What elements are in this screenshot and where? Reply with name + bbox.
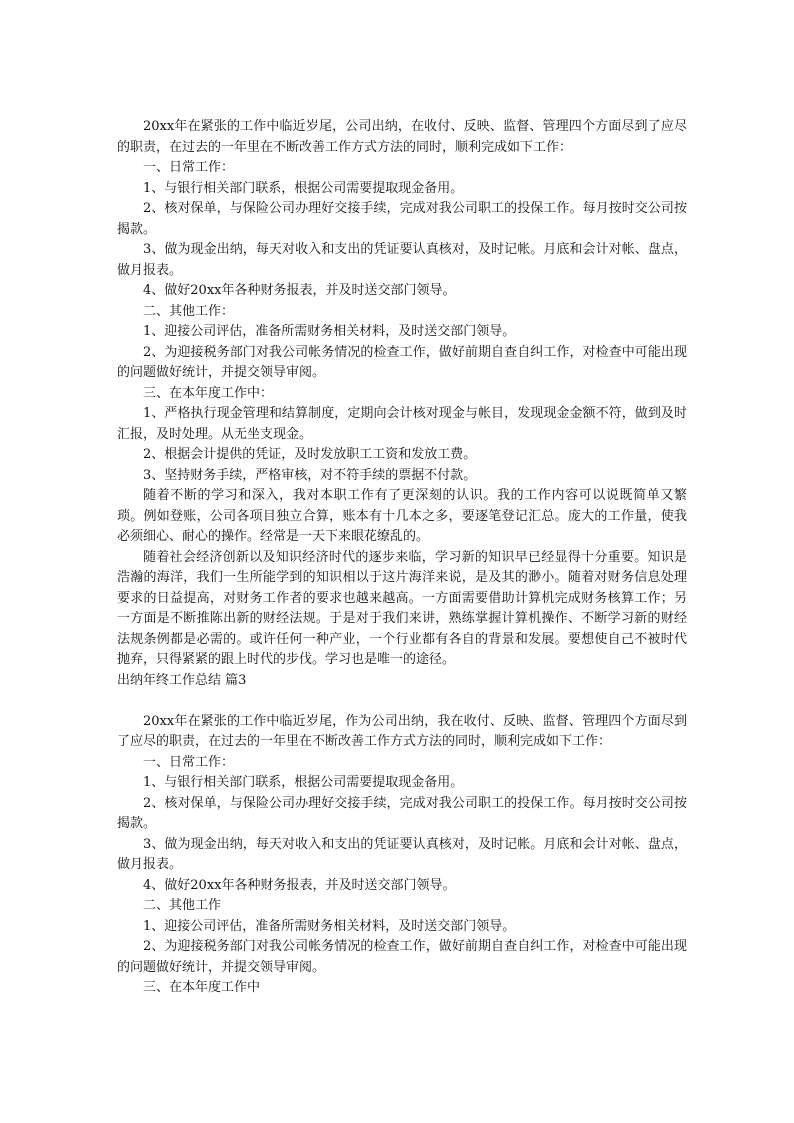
- list-item: 1、严格执行现金管理和结算制度，定期向会计核对现金与帐目，发现现金金额不符，做到及时汇报，及时处理。从无坐支现金。: [117, 406, 687, 442]
- list-item: 2、为迎接税务部门对我公司帐务情况的检查工作，做好前期自查自纠工作，对检查中可能出现的问题做好统计，并提交领导审阅。: [117, 344, 687, 380]
- heading-this-year: 三、在本年度工作中：: [143, 385, 274, 401]
- section-2: [117, 712, 687, 999]
- intro-paragraph: 20xx年在紧张的工作中临近岁尾，作为公司出纳，我在收付、反映、监督、管理四个方面尽到了应尽的职责，在过去的一年里在不断改善工作方式方法的同时，顺利完成如下工作：: [117, 713, 687, 749]
- list-item: 4、做好20xx年各种财务报表，并及时送交部门领导。: [143, 877, 456, 893]
- list-item: 1、迎接公司评估，准备所需财务相关材料，及时送交部门领导。: [143, 918, 516, 934]
- list-item: 2、为迎接税务部门对我公司帐务情况的检查工作，做好前期自查自纠工作，对检查中可能出现的问题做好统计，并提交领导审阅。: [117, 939, 687, 975]
- heading-daily-work: 一、日常工作：: [143, 754, 235, 770]
- heading-other-work: 二、其他工作: [143, 898, 222, 913]
- intro-paragraph: 20xx年在紧张的工作中临近岁尾，公司出纳，在收付、反映、监督、管理四个方面尽到了应尽的职责，在过去的一年里在不断改善工作方式方法的同时，顺利完成如下工作：: [117, 119, 687, 155]
- list-item: 4、做好20xx年各种财务报表，并及时送交部门领导。: [143, 283, 456, 298]
- list-item: 2、核对保单，与保险公司办理好交接手续，完成对我公司职工的投保工作。每月按时交公司按揭款。: [117, 201, 687, 237]
- list-item: 1、与银行相关部门联系，根据公司需要提取现金备用。: [143, 180, 464, 196]
- heading-daily-work: 一、日常工作：: [143, 160, 235, 175]
- body-paragraph: 随着不断的学习和深入，我对本职工作有了更深刻的认识。我的工作内容可以说既简单又繁琐。例如登账，公司各项目独立合算，账本有十几本之多，要逐笔登记汇总。庞大的工作量，使我必须细心、耐心的操作。经常是一天下来眼花缭乱的。: [117, 488, 687, 544]
- section-1: [117, 117, 687, 671]
- body-paragraph: 随着社会经济创新以及知识经济时代的逐步来临，学习新的知识早已经显得十分重要。知识是浩瀚的海洋，我们一生所能学到的知识相以于这片海洋来说，是及其的渺小。随着对财务信息处理要求的日益提高，对财务工作者的要求也越来越高。一方面需要借助计算机完成财务核算工作；另一方面是不断推陈出新的财经法规。于是对于我们来讲，熟练掌握计算机操作、不断学习新的财经法规条例都是必需的。或许任何一种产业，一个行业都有各自的背景和发展。要想使自己不被时代抛弃，只得紧紧的跟上时代的步伐。学习也是唯一的途径。: [117, 549, 687, 667]
- document-body: [117, 117, 687, 999]
- list-item: 3、做为现金出纳，每天对收入和支出的凭证要认真核对，及时记帐。月底和会计对帐、盘点，做月报表。: [117, 242, 687, 278]
- section-spacer: [117, 691, 687, 712]
- section-title: 出纳年终工作总结 篇3: [117, 672, 247, 688]
- list-item: 2、根据会计提供的凭证，及时发放职工工资和发放工费。: [143, 447, 477, 462]
- list-item: 1、与银行相关部门联系，根据公司需要提取现金备用。: [143, 775, 464, 790]
- heading-other-work: 二、其他工作：: [143, 303, 235, 319]
- list-item: 3、坚持财务手续，严格审核，对不符手续的票据不付款。: [143, 467, 477, 483]
- heading-this-year: 三、在本年度工作中: [143, 980, 261, 995]
- list-item: 2、核对保单，与保险公司办理好交接手续，完成对我公司职工的投保工作。每月按时交公司按揭款。: [117, 795, 687, 831]
- list-item: 1、迎接公司评估，准备所需财务相关材料，及时送交部门领导。: [143, 324, 516, 339]
- list-item: 3、做为现金出纳，每天对收入和支出的凭证要认真核对，及时记帐。月底和会计对帐、盘点，做月报表。: [117, 836, 687, 872]
